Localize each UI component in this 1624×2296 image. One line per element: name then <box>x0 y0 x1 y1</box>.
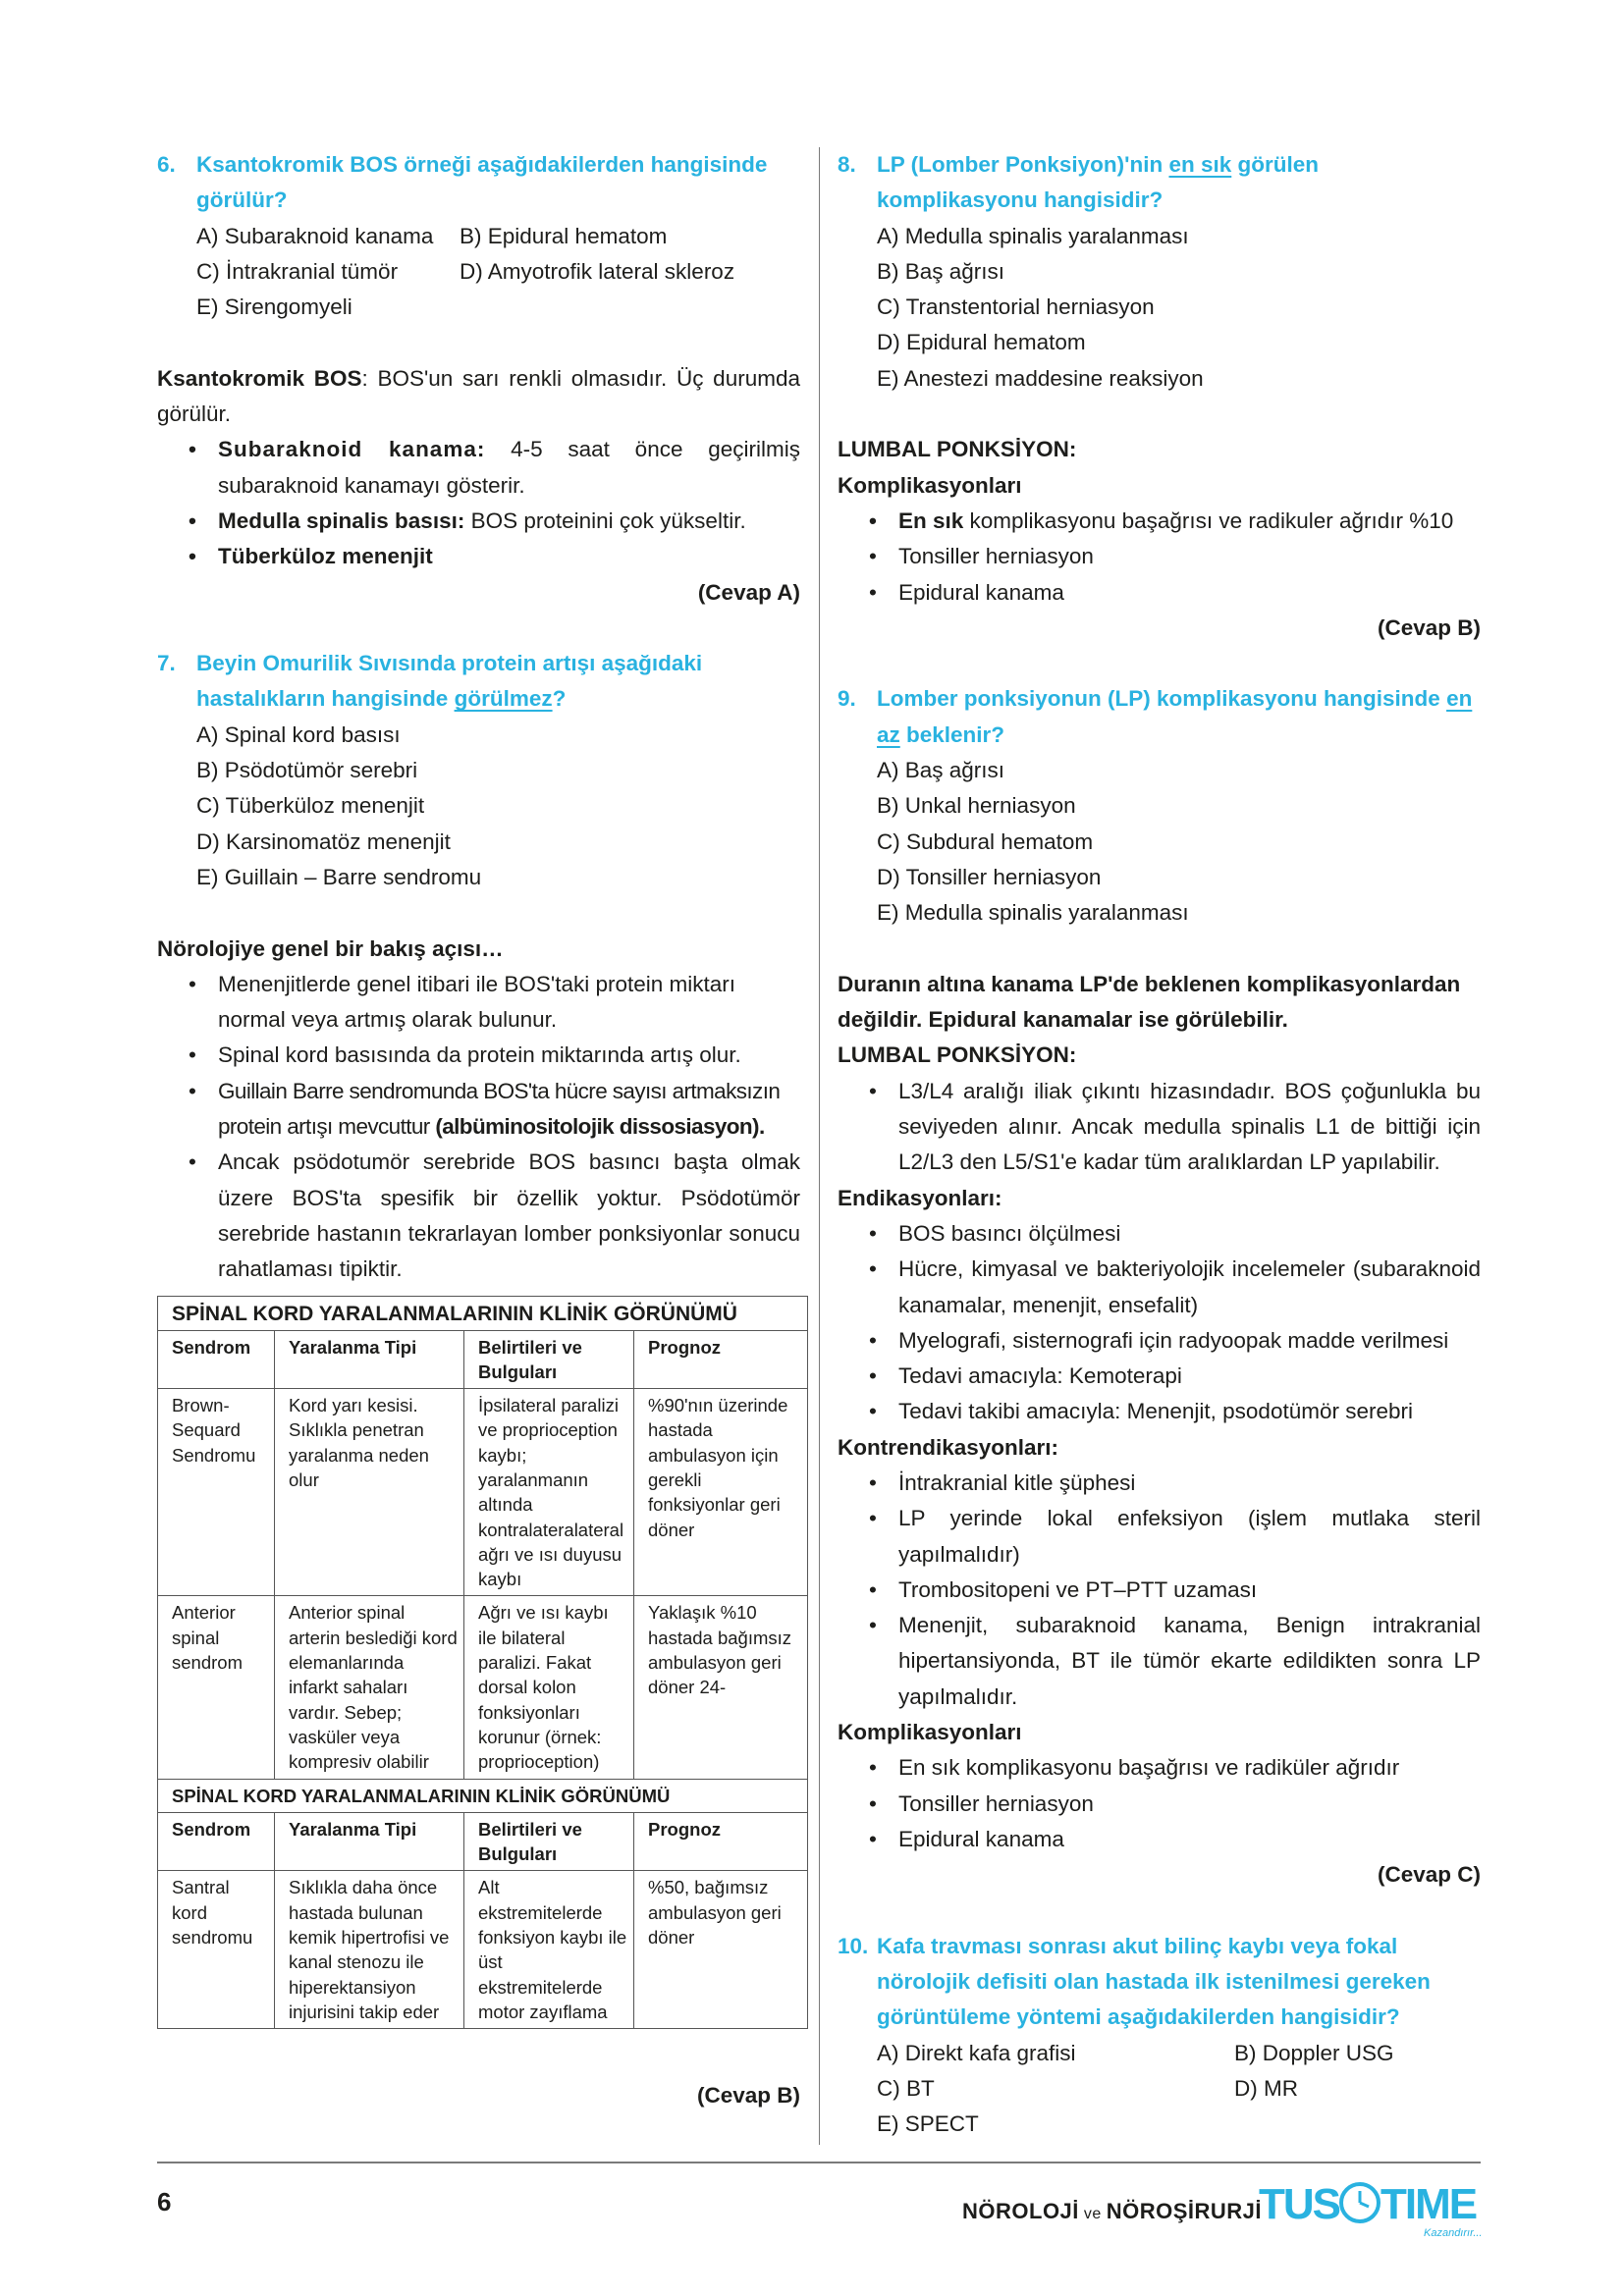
question-number: 10. <box>838 1933 869 1958</box>
question-8: 8. LP (Lomber Ponksiyon)'nin en sık görülen komplikasyonu hangisidir? <box>838 147 1481 219</box>
option-b: B) Unkal herniasyon <box>877 793 1076 819</box>
list-item: • Tonsiller herniasyon <box>869 1790 1094 1816</box>
option-e: E) Anestezi maddesine reaksiyon <box>877 365 1204 391</box>
ksantokromik-definition <box>157 361 800 433</box>
book-title: NÖROLOJİ ve NÖROŞİRURJİ <box>962 2199 1262 2223</box>
list-item: • Menenjit, subaraknoid kanama, Benign intrakranial hipertansiyonda, BT ile tümör ekarte edildikten sonra LP yapılmalıdır. <box>869 1613 1481 1709</box>
list-item: • Epidural kanama <box>869 579 1064 605</box>
list-item: • BOS basıncı ölçülmesi <box>869 1220 1121 1246</box>
option-e: E) Guillain – Barre sendromu <box>196 864 482 889</box>
option-c: C) BT <box>877 2076 935 2102</box>
question-number: 7. <box>157 651 176 676</box>
table-header: Sendrom Yaralanma Tipi Belirtileri ve Bulguları Prognoz <box>158 1812 808 1871</box>
option-a: A) Medulla spinalis yaralanması <box>877 223 1189 248</box>
term: Ksantokromik BOS <box>157 365 362 391</box>
option-c: C) İntrakranial tümör <box>196 258 399 284</box>
tustime-logo-icon <box>1259 2173 1485 2242</box>
option-d: D) Karsinomatöz menenjit <box>196 828 451 854</box>
option-b: B) Doppler USG <box>1234 2040 1394 2065</box>
question-number: 9. <box>838 686 856 712</box>
list-item: • Spinal kord basısında da protein miktarında artış olur. <box>189 1042 741 1068</box>
answer-label: (Cevap A) <box>697 579 800 605</box>
list-item: • Medulla spinalis basısı: BOS proteinini çok yükseltir. <box>189 507 746 533</box>
q10-options <box>838 2036 1481 2143</box>
question-6 <box>157 147 800 219</box>
option-c: C) Transtentorial herniasyon <box>877 294 1155 320</box>
section-subheading: Kontrendikasyonları: <box>838 1434 1059 1460</box>
right-column <box>838 147 1481 2143</box>
komplikasyon-list <box>838 1750 1481 1857</box>
logo-right-text: TIME <box>1380 2180 1477 2228</box>
list-item: • Tedavi amacıyla: Kemoterapi <box>869 1363 1182 1389</box>
list-item: • İntrakranial kitle şüphesi <box>869 1469 1136 1495</box>
list-item: • Subaraknoid kanama: 4-5 saat önce geçirilmiş subaraknoid kanamayı gösterir. <box>189 437 800 498</box>
footer-divider <box>157 2162 1481 2163</box>
ksantokromik-list <box>157 432 800 574</box>
option-a: A) Direkt kafa grafisi <box>877 2040 1076 2065</box>
section-heading: LUMBAL PONKSİYON: <box>838 1042 1077 1068</box>
answer-label: (Cevap C) <box>1377 1862 1481 1888</box>
list-item: • Trombositopeni ve PT–PTT uzaması <box>869 1576 1258 1602</box>
spinal-cord-table <box>157 1296 808 2030</box>
question-text: Ksantokromik BOS örneği aşağıdakilerden hangisinde görülür? <box>196 152 768 213</box>
section-heading: Nörolojiye genel bir bakış açısı… <box>157 935 504 961</box>
lp1-list <box>838 504 1481 611</box>
list-item: • Tedavi takibi amacıyla: Menenjit, psodotümör serebri <box>869 1399 1413 1424</box>
option-e: E) Sirengomyeli <box>196 294 352 320</box>
list-item: • Ancak psödotumör serebride BOS basıncı başta olmak üzere BOS'ta spesifik bir özellik yoktur. Psödotümör serebride hastanın tekrarlayan lomber ponksiyonlar sonucu rahatlaması tipiktir. <box>189 1149 800 1282</box>
option-a: A) Subaraknoid kanama <box>196 223 434 248</box>
table-title: SPİNAL KORD YARALANMALARININ KLİNİK GÖRÜNÜMÜ <box>158 1779 808 1812</box>
term-desc: : BOS'un sarı renkli olmasıdır. Üç durumda görülür. <box>157 365 800 427</box>
table-title: SPİNAL KORD YARALANMALARININ KLİNİK GÖRÜNÜMÜ <box>158 1296 808 1330</box>
option-c: C) Subdural hematom <box>877 828 1094 854</box>
list-item: • LP yerinde lokal enfeksiyon (işlem mutlaka steril yapılmalıdır) <box>869 1506 1481 1567</box>
table-row: Brown-Sequard Sendromu Kord yarı kesisi. Sıklıkla penetran yaralanma neden olur İpsilateral paralizi ve proprioception kaybı; yaralanmanın altında kontralateralateral ağrı ve ısı duyusu kaybı %90'nın üzerinde hastada ambulasyon için gerekli fonksiyonlar geri döner <box>158 1389 808 1596</box>
left-column <box>157 147 800 2114</box>
question-9: 9. Lomber ponksiyonun (LP) komplikasyonu hangisinde en az beklenir? <box>838 681 1481 753</box>
list-item: • Menenjitlerde genel itibari ile BOS'taki protein miktarı normal veya artmış olarak bulunur. <box>189 971 736 1033</box>
section-subheading: Komplikasyonları <box>838 1720 1022 1745</box>
question-10 <box>838 1929 1481 2036</box>
option-b: B) Baş ağrısı <box>877 258 1005 284</box>
table-header: Sendrom Yaralanma Tipi Belirtileri ve Bulguları Prognoz <box>158 1330 808 1389</box>
noro-list <box>157 967 800 1288</box>
option-a: A) Spinal kord basısı <box>196 721 401 747</box>
explanation-intro: Duranın altına kanama LP'de beklenen komplikasyonlardan değildir. Epidural kanamalar ise görülebilir. <box>838 971 1461 1033</box>
endikasyon-list <box>838 1216 1481 1430</box>
list-item: • L3/L4 aralığı iliak çıkıntı hizasındadır. BOS çoğunlukla bu seviyeden alınır. Ancak medulla spinalis L1 de bittiği için L2/L3 den L5/S1'e kadar tüm aralıklardan LP yapılabilir. <box>869 1078 1481 1175</box>
option-b: B) Epidural hematom <box>460 223 668 248</box>
section-subheading: Endikasyonları: <box>838 1185 1002 1210</box>
kontrendikasyon-list <box>838 1466 1481 1715</box>
logo-left-text: TUS <box>1259 2180 1339 2228</box>
list-item: • Guillain Barre sendromunda BOS'ta hücre sayısı artmaksızın protein artışı mevcuttur (albüminositolojik dissosiasyon). <box>189 1078 781 1140</box>
section-subheading: Komplikasyonları <box>838 472 1022 498</box>
q6-options <box>157 219 800 326</box>
question-text: Kafa travması sonrası akut bilinç kaybı veya fokal nörolojik defisiti olan hastada ilk istenilmesi gereken görüntüleme yöntemi aşağıdakilerden hangisidir? <box>877 1933 1431 2030</box>
section-heading: LUMBAL PONKSİYON: <box>838 437 1077 462</box>
option-e: E) Medulla spinalis yaralanması <box>877 900 1189 926</box>
option-a: A) Baş ağrısı <box>877 758 1005 783</box>
column-divider <box>819 147 820 2145</box>
list-item: • Myelografi, sisternografi için radyoopak madde verilmesi <box>869 1327 1449 1353</box>
list-item: • Tonsiller herniasyon <box>869 544 1094 569</box>
list-item: • Epidural kanama <box>869 1826 1064 1851</box>
option-c: C) Tüberküloz menenjit <box>196 793 425 819</box>
question-number: 6. <box>157 152 176 177</box>
option-d: D) Tonsiller herniasyon <box>877 864 1102 889</box>
list-item: • Tüberküloz menenjit <box>189 544 433 569</box>
option-d: D) Amyotrofik lateral skleroz <box>460 258 735 284</box>
page-number: 6 <box>157 2187 172 2216</box>
table-row: Anterior spinal sendrom Anterior spinal arterin beslediği kord elemanlarında infarkt sahaları vardır. Sebep; vasküler veya kompresiv olabilir Ağrı ve ısı kaybı ile bilateral paralizi. Fakat dorsal kolon fonksiyonları korunur (örnek: proprioception) Yaklaşık %10 hastada bağımsız ambulasyon geri döner 24- <box>158 1596 808 1779</box>
lp2-list <box>838 1074 1481 1181</box>
list-item: • En sık komplikasyonu başağrısı ve radikuler ağrıdır %10 <box>869 507 1454 533</box>
question-number: 8. <box>838 152 856 177</box>
option-d: D) Epidural hematom <box>877 330 1086 355</box>
option-d: D) MR <box>1234 2076 1298 2102</box>
question-7: 7. Beyin Omurilik Sıvısında protein artışı aşağıdaki hastalıkların hangisinde görülmez? <box>157 646 800 718</box>
answer-label: (Cevap B) <box>1377 614 1481 640</box>
list-item: • En sık komplikasyonu başağrısı ve radiküler ağrıdır <box>869 1755 1400 1781</box>
logo-tagline: Kazandırır... <box>1424 2227 1483 2239</box>
option-e: E) SPECT <box>877 2111 979 2137</box>
list-item: • Hücre, kimyasal ve bakteriyolojik incelemeler (subaraknoid kanamalar, menenjit, ensefalit) <box>869 1256 1481 1317</box>
answer-label: (Cevap B) <box>696 2083 800 2109</box>
option-b: B) Psödotümör serebri <box>196 758 418 783</box>
table-row: Santral kord sendromu Sıklıkla daha önce hastada bulunan kemik hipertrofisi ve kanal stenozu ile hiperektansiyon injurisini takip eder Alt ekstremitelerde fonksiyon kaybı ile üst ekstremitelerde motor zayıflama %50, bağımsız ambulasyon geri döner <box>158 1871 808 2029</box>
